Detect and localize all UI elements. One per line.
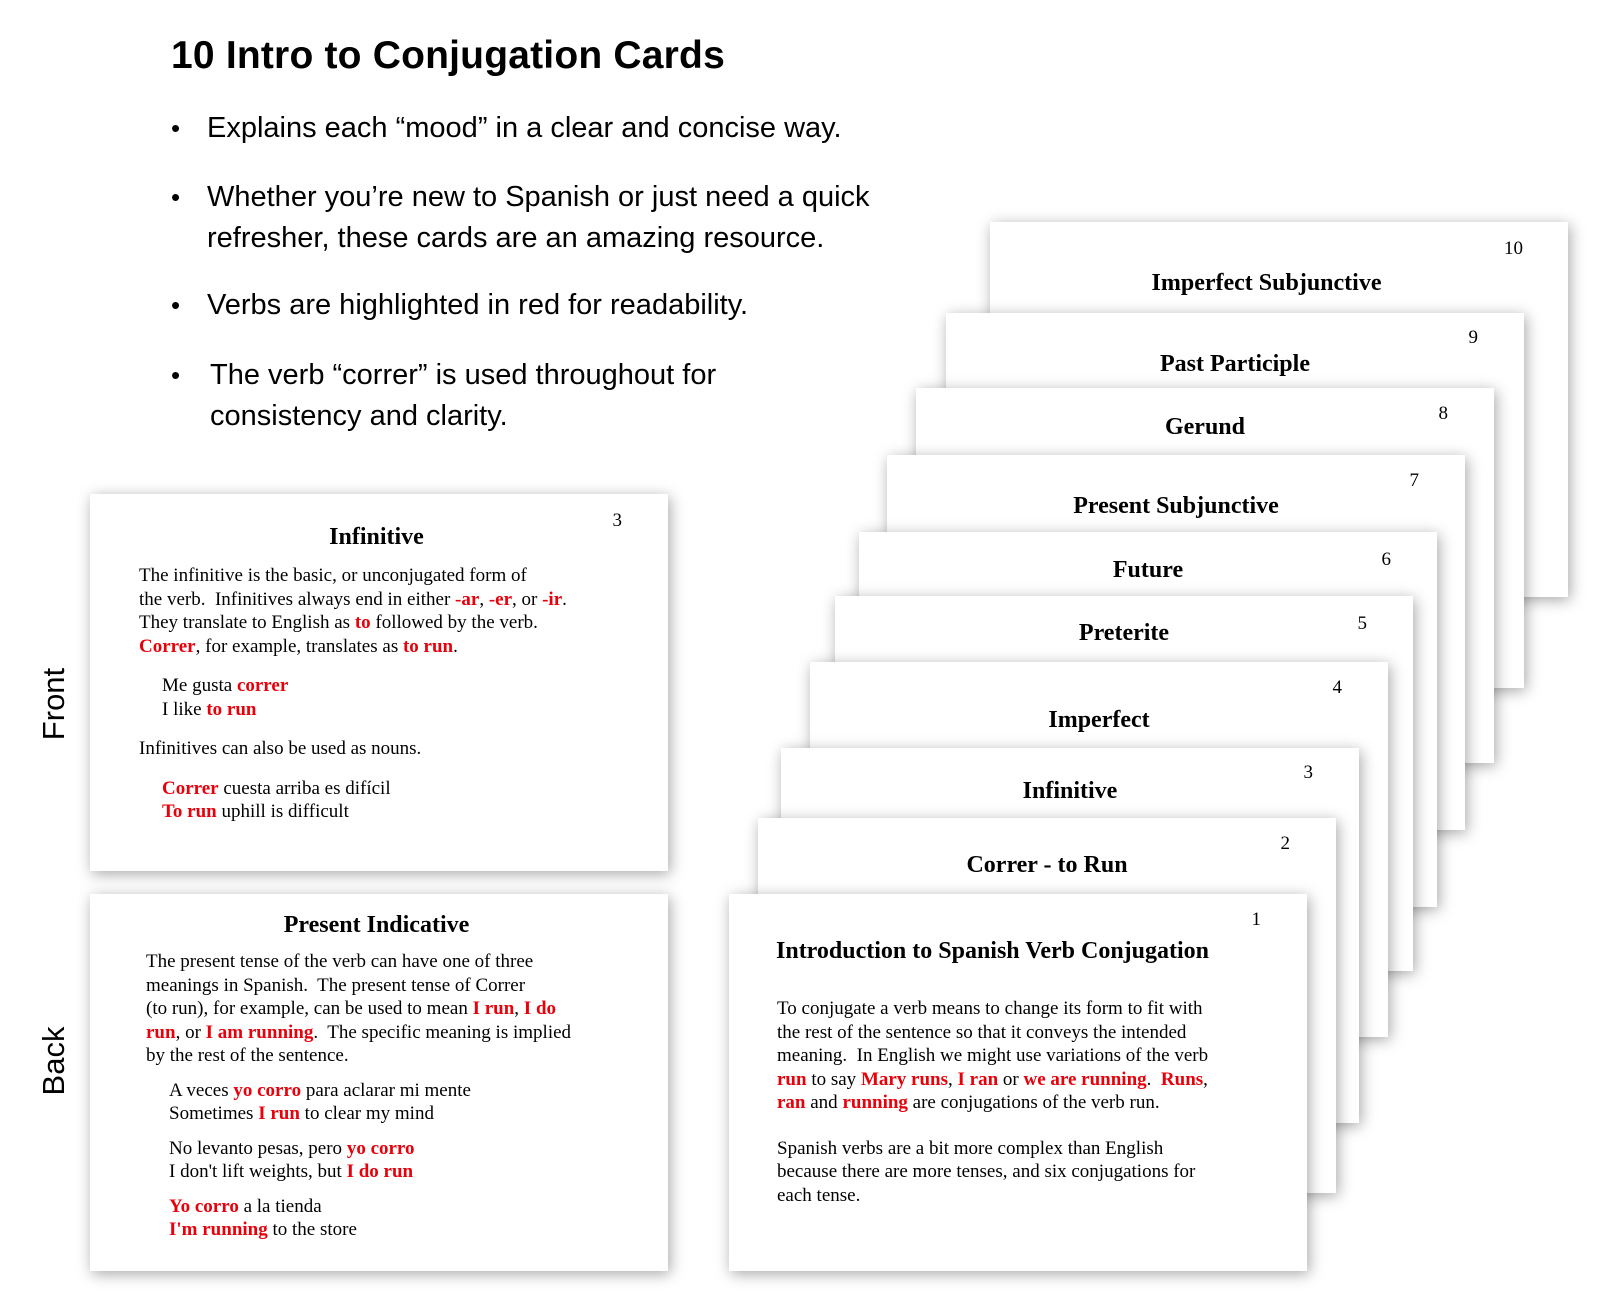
card-paragraph [139,737,659,761]
highlighted-verb: I run [472,998,515,1019]
card-title: Present Subjunctive [1073,493,1279,519]
back-card [90,894,668,1271]
text-segment: I don't lift weights, but [169,1161,347,1182]
text-line [139,737,659,761]
text-segment: followed by the verb. [370,612,538,633]
highlighted-verb: Mary runs [860,1068,949,1090]
card-title: Imperfect Subjunctive [1151,270,1382,296]
card-example [146,1137,666,1184]
text-line [162,777,659,801]
text-segment: . [453,635,458,657]
card-paragraph [146,950,666,1068]
text-segment: , [948,1068,958,1090]
highlighted-verb: I do [523,998,557,1019]
bullet-icon: • [171,290,181,320]
front-card [90,494,668,871]
text-line [162,698,659,722]
text-line [777,997,1297,1021]
card-paragraph [139,564,659,658]
card-body [139,564,659,824]
text-segment: the rest of the sentence so that it conveys the intended [777,1021,1187,1043]
feature-line: consistency and clarity. [210,400,508,432]
highlighted-verb: to [354,612,371,633]
text-line [139,611,659,635]
text-segment: . [1146,1068,1161,1090]
text-segment: To conjugate a verb means to change its form to fit with [777,998,1203,1019]
text-segment: A veces [169,1079,234,1101]
highlighted-verb: running [842,1092,908,1113]
text-segment: , or [175,1021,206,1043]
page-title: 10 Intro to Conjugation Cards [171,34,725,77]
card-title: Preterite [1078,620,1170,646]
text-segment: , for example, translates as [195,635,403,657]
text-line [139,588,659,612]
highlighted-verb: To run [162,801,217,822]
highlighted-verb: to run [206,698,257,720]
text-line [777,1091,1297,1115]
text-segment: because there are more tenses, and six conjugations for [777,1161,1196,1182]
bullet-icon: • [171,360,181,390]
text-segment: . [562,588,567,610]
text-segment: Me gusta [162,675,237,696]
text-segment: The infinitive is the basic, or unconjugated form of [139,565,527,586]
highlighted-verb: I'm running [169,1219,268,1240]
card-body [777,997,1297,1207]
text-line [777,1021,1297,1045]
card-number: 1 [1251,909,1261,930]
text-segment: meaning. In English we might use variations of the verb [777,1045,1209,1066]
text-segment: No levanto pesas, pero [169,1137,347,1159]
text-segment: meanings in Spanish. The present tense of Correr [146,974,526,996]
card-title: Past Participle [1160,351,1310,377]
card-number: 6 [1381,549,1391,570]
card-title: Introduction to Spanish Verb Conjugation [776,938,1210,964]
text-segment: to clear my mind [299,1103,434,1124]
text-line [777,1160,1297,1184]
text-line [162,674,659,698]
text-line [146,974,666,998]
highlighted-verb: run [777,1068,807,1090]
text-line [146,950,666,974]
bullet-icon: • [171,113,181,143]
text-segment: , or [512,588,543,610]
card-number: 10 [1504,238,1523,259]
highlighted-verb: Correr [139,635,196,657]
card-paragraph [777,997,1297,1115]
card-number: 8 [1438,403,1448,424]
highlighted-verb: yo corro [346,1137,415,1159]
highlighted-verb: -ar [455,588,480,610]
front-label: Front [36,667,71,741]
card-example [146,1079,666,1126]
text-segment: . The specific meaning is implied [313,1021,572,1043]
text-segment: para aclarar mi mente [301,1079,471,1101]
highlighted-verb: yo corro [233,1079,302,1101]
highlighted-verb: Correr [162,777,219,799]
text-segment: The present tense of the verb can have one of three [146,951,534,972]
text-segment: Sometimes [169,1103,259,1124]
feature-line: Verbs are highlighted in red for readability. [207,289,749,321]
text-segment: and [805,1092,843,1113]
text-line [169,1160,666,1184]
highlighted-verb: correr [236,675,289,696]
text-segment: (to run), for example, can be used to mean [146,998,473,1019]
feature-line: The verb “correr” is used throughout for [210,359,717,391]
text-segment: by the rest of the sentence. [146,1045,349,1066]
text-line [146,1044,666,1068]
card-number: 9 [1468,327,1478,348]
card-title: Future [1112,557,1184,583]
bullet-icon: • [171,182,181,212]
text-segment: to the store [267,1219,357,1240]
card-title: Infinitive [1022,778,1118,804]
text-line [169,1137,666,1161]
highlighted-verb: to run [402,635,454,657]
card-number: 5 [1357,613,1367,634]
card-number: 4 [1332,677,1342,698]
text-line [169,1079,666,1103]
text-segment: Infinitives can also be used as nouns. [139,738,422,759]
text-line [169,1102,666,1126]
card-body [146,950,666,1242]
card-number: 3 [1303,762,1313,783]
text-segment: are conjugations of the verb run. [907,1092,1160,1113]
highlighted-verb: Yo corro [169,1195,239,1217]
highlighted-verb: I run [258,1103,300,1124]
card-title: Correr - to Run [966,852,1128,878]
card-example [139,777,659,824]
card-introduction [729,894,1307,1271]
highlighted-verb: we are running [1023,1068,1147,1090]
text-segment: a la tienda [238,1195,322,1217]
highlighted-verb: I ran [957,1068,999,1090]
text-line [162,800,659,824]
card-number: 2 [1280,833,1290,854]
text-segment: I like [162,698,207,720]
feature-line: Explains each “mood” in a clear and concise way. [207,112,842,144]
text-segment: , [1203,1068,1208,1090]
feature-line: Whether you’re new to Spanish or just need a quick [207,181,870,213]
text-segment: , [514,998,524,1019]
text-segment: Spanish verbs are a bit more complex than English [777,1137,1164,1159]
highlighted-verb: -er [488,588,513,610]
card-title: Gerund [1164,414,1245,440]
text-segment: They translate to English as [139,612,355,633]
text-segment: uphill is difficult [216,801,349,822]
text-line [146,1021,666,1045]
text-line [777,1137,1297,1161]
text-line [777,1068,1297,1092]
text-line [139,564,659,588]
highlighted-verb: Runs [1160,1068,1204,1090]
card-title: Imperfect [1048,707,1150,733]
card-paragraph [777,1137,1297,1208]
text-line [146,997,666,1021]
text-segment: cuesta arriba es difícil [218,777,391,799]
text-line [777,1184,1297,1208]
highlighted-verb: -ir [542,588,563,610]
feature-line: refresher, these cards are an amazing resource. [207,222,825,254]
card-number: 7 [1409,470,1419,491]
card-title: Infinitive [329,524,424,550]
text-segment: or [998,1068,1024,1090]
highlighted-verb: I am running [205,1021,314,1043]
text-line [169,1218,666,1242]
text-segment: , [479,588,489,610]
text-segment: to say [806,1068,861,1090]
highlighted-verb: I do run [346,1161,414,1182]
text-line [169,1195,666,1219]
text-segment: each tense. [777,1184,861,1206]
highlighted-verb: run [146,1021,176,1043]
highlighted-verb: ran [777,1092,806,1113]
text-line [777,1044,1297,1068]
card-example [139,674,659,721]
back-label: Back [36,1026,71,1096]
card-number: 3 [612,510,622,531]
card-example [146,1195,666,1242]
text-line [139,635,659,659]
card-title: Present Indicative [283,912,470,938]
text-segment: the verb. Infinitives always end in either [139,588,456,610]
